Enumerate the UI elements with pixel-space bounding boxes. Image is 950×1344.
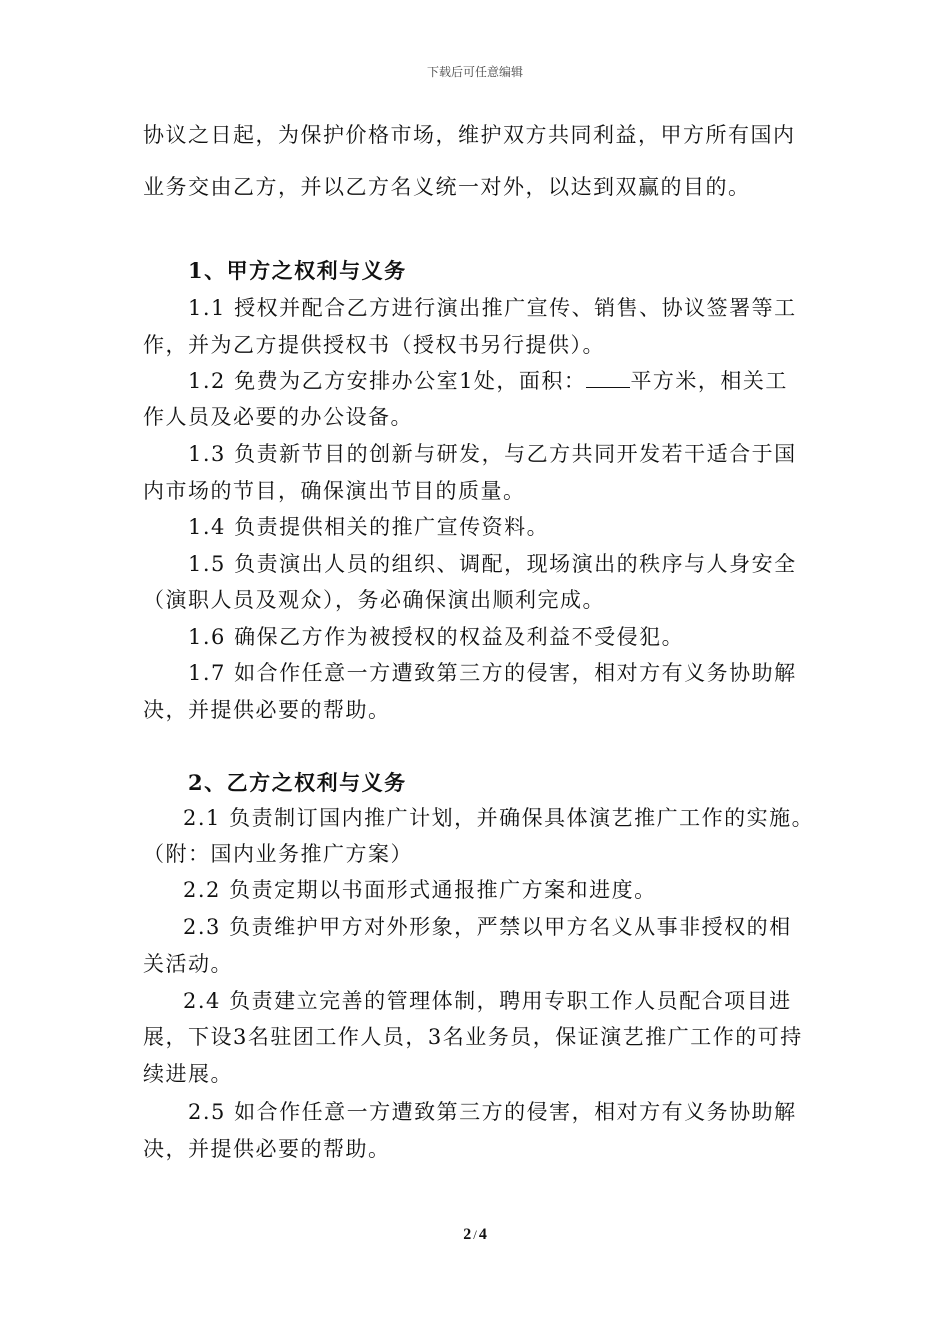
page-total: 4: [478, 1226, 487, 1243]
s2-line-7: 展，下设3名驻团工作人员，3名业务员，保证演艺推广工作的可持: [143, 1025, 803, 1049]
s1-line-3-b: 平方米，相关工: [630, 369, 788, 393]
area-blank: [586, 369, 630, 388]
page-separator: /: [473, 1227, 477, 1242]
s1-line-11: 1.7 如合作任意一方遭致第三方的侵害，相对方有义务协助解: [188, 661, 797, 685]
s2-line-8: 续进展。: [143, 1062, 233, 1086]
s2-line-10: 决，并提供必要的帮助。: [143, 1137, 391, 1161]
section2-heading: 2、乙方之权利与义务: [188, 770, 407, 795]
s2-line-4: 2.3 负责维护甲方对外形象，严禁以甲方名义从事非授权的相: [183, 915, 792, 939]
page-header: 下载后可任意编辑: [426, 65, 523, 79]
intro-line-1: 协议之日起，为保护价格市场，维护双方共同利益，甲方所有国内: [143, 123, 796, 147]
s1-line-10: 1.6 确保乙方作为被授权的权益及利益不受侵犯。: [188, 625, 685, 649]
s1-line-5: 1.3 负责新节目的创新与研发，与乙方共同开发若干适合于国: [188, 442, 797, 466]
s2-line-3: 2.2 负责定期以书面形式通报推广方案和进度。: [183, 878, 657, 902]
page-current: 2: [463, 1226, 472, 1243]
s2-line-5: 关活动。: [143, 952, 233, 976]
s1-line-1: 1.1 授权并配合乙方进行演出推广宣传、销售、协议签署等工: [188, 296, 797, 320]
section1-heading: 1、甲方之权利与义务: [188, 258, 407, 283]
s2-line-1: 2.1 负责制订国内推广计划，并确保具体演艺推广工作的实施。: [183, 806, 815, 830]
s1-line-3-a: 1.2 免费为乙方安排办公室1处，面积：: [188, 369, 587, 393]
s1-line-2: 作，并为乙方提供授权书（授权书另行提供）。: [143, 333, 605, 357]
s1-line-4: 作人员及必要的办公设备。: [143, 405, 413, 429]
s1-line-7: 1.4 负责提供相关的推广宣传资料。: [188, 515, 550, 539]
intro-line-2: 业务交由乙方，并以乙方名义统一对外，以达到双赢的目的。: [143, 175, 751, 199]
s2-line-2: （附：国内业务推广方案）: [143, 842, 413, 866]
s2-line-6: 2.4 负责建立完善的管理体制，聘用专职工作人员配合项目进: [183, 989, 792, 1013]
s1-line-8: 1.5 负责演出人员的组织、调配，现场演出的秩序与人身安全: [188, 552, 797, 576]
s1-line-6: 内市场的节目，确保演出节目的质量。: [143, 479, 526, 503]
s1-line-3: [188, 363, 788, 400]
page-number: [0, 1226, 950, 1244]
s1-line-9: （演职人员及观众），务必确保演出顺利完成。: [143, 588, 605, 612]
s1-line-12: 决，并提供必要的帮助。: [143, 698, 391, 722]
s2-line-9: 2.5 如合作任意一方遭致第三方的侵害，相对方有义务协助解: [188, 1100, 797, 1124]
